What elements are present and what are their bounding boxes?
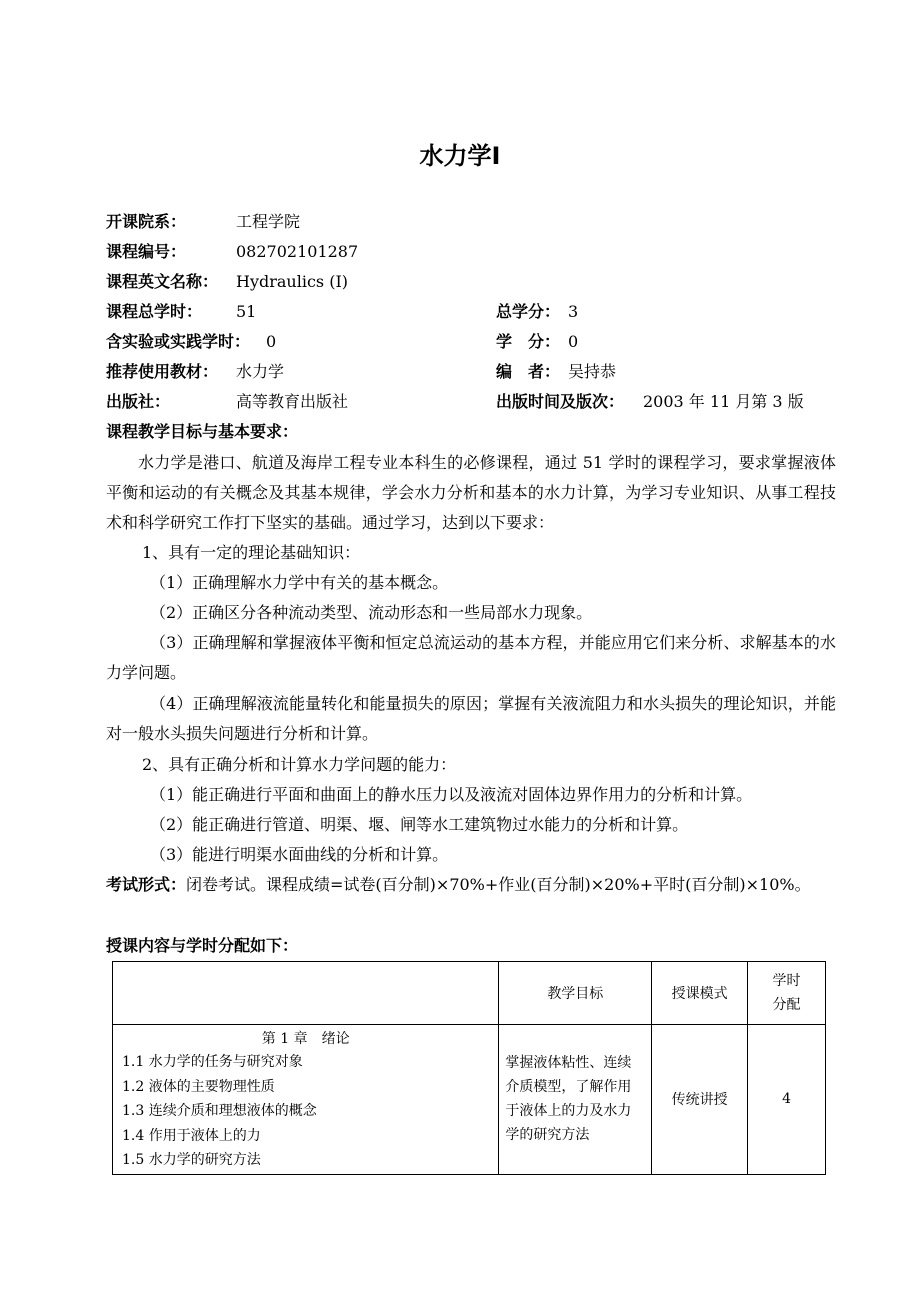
english-name-label: 课程英文名称：	[106, 272, 219, 291]
course-code-label: 课程编号：	[106, 242, 187, 261]
exam-label: 考试形式：	[106, 875, 187, 894]
meta-publisher-row	[106, 387, 836, 417]
total-hours-value: 51	[236, 302, 257, 321]
header-hours-line1: 学时	[772, 973, 801, 989]
author-label: 编 者：	[496, 362, 561, 381]
meta-department-row	[106, 207, 836, 237]
page-title: 水力学Ⅰ	[419, 142, 501, 170]
edition-label: 出版时间及版次：	[496, 392, 625, 411]
topic-item: 1.5 水力学的研究方法	[122, 1152, 261, 1168]
total-credits-value: 3	[568, 302, 579, 321]
chapter-title: 第 1 章 绪论	[261, 1031, 350, 1047]
textbook-value: 水力学	[236, 362, 285, 381]
lab-hours-label: 含实验或实践学时：	[106, 332, 251, 351]
english-name-value: Hydraulics (I)	[236, 272, 349, 291]
requirement-1-item: （2）正确区分各种流动类型、流动形态和一些局部水力现象。	[150, 603, 593, 622]
exam-paragraph	[106, 870, 836, 900]
header-hours-line2: 分配	[772, 997, 801, 1013]
mode-cell: 传统讲授	[652, 1025, 748, 1175]
publisher-value: 高等教育出版社	[236, 392, 349, 411]
total-hours-label: 课程总学时：	[106, 302, 203, 321]
course-code-value: 082702101287	[236, 242, 359, 261]
topic-item: 1.1 水力学的任务与研究对象	[122, 1054, 303, 1070]
objectives-heading: 课程教学目标与基本要求：	[106, 422, 299, 441]
requirement-1-item: （1）正确理解水力学中有关的基本概念。	[150, 573, 449, 592]
department-label: 开课院系：	[106, 212, 187, 231]
meta-lab-row	[106, 327, 836, 357]
meta-textbook-row	[106, 357, 836, 387]
header-mode: 授课模式	[652, 962, 748, 1025]
total-credits-label: 总学分：	[496, 302, 561, 321]
topic-item: 1.2 液体的主要物理性质	[122, 1078, 275, 1095]
table-row	[113, 1025, 826, 1175]
objectives-intro: 水力学是港口、航道及海岸工程专业本科生的必修课程，通过 51 学时的课程学习，要求掌握液体平衡和运动的有关概念及其基本规律，学会水力分析和基本的水力计算，为学习专业知识、从事工程技术和科学研究工作打下坚实的基础。通过学习，达到以下要求：	[106, 453, 836, 532]
header-content	[113, 962, 499, 1025]
requirement-2-title: 2、具有正确分析和计算水力学问题的能力：	[142, 755, 457, 774]
topic-item: 1.4 作用于液体上的力	[122, 1127, 261, 1144]
department-value: 工程学院	[236, 212, 301, 231]
credits-value: 0	[568, 332, 579, 351]
exam-text: 闭卷考试。课程成绩=试卷(百分制)×70%+作业(百分制)×20%+平时(百分制)×10%。	[186, 875, 811, 894]
header-hours	[748, 962, 826, 1025]
allocation-table	[112, 961, 826, 1175]
header-goal: 教学目标	[499, 962, 652, 1025]
meta-hours-row	[106, 297, 836, 327]
requirement-2-item: （3）能进行明渠水面曲线的分析和计算。	[150, 845, 449, 864]
requirement-2-item: （1）能正确进行平面和曲面上的静水压力以及液流对固体边界作用力的分析和计算。	[150, 785, 753, 804]
credits-label: 学 分：	[496, 332, 561, 351]
requirement-1-item: （4）正确理解液流能量转化和能量损失的原因；掌握有关液流阻力和水头损失的理论知识，并能对一般水头损失问题进行分析和计算。	[106, 694, 836, 743]
allocation-heading: 授课内容与学时分配如下：	[106, 936, 299, 955]
requirement-1-title: 1、具有一定的理论基础知识：	[142, 543, 361, 562]
textbook-label: 推荐使用教材：	[106, 362, 219, 381]
content-cell	[113, 1025, 499, 1175]
goal-cell: 掌握液体粘性、连续介质模型，了解作用于液体上的力及水力学的研究方法	[499, 1025, 652, 1175]
meta-course-code-row	[106, 237, 836, 267]
author-value: 吴持恭	[568, 362, 617, 381]
edition-value: 2003 年 11 月第 3 版	[643, 392, 804, 411]
requirement-1-item: （3）正确理解和掌握液体平衡和恒定总流运动的基本方程，并能应用它们来分析、求解基本的水力学问题。	[106, 633, 836, 682]
lab-hours-value: 0	[266, 332, 277, 351]
publisher-label: 出版社：	[106, 392, 171, 411]
topic-item: 1.3 连续介质和理想液体的概念	[122, 1103, 317, 1119]
hours-cell: 4	[748, 1025, 826, 1175]
requirement-2-item: （2）能正确进行管道、明渠、堰、闸等水工建筑物过水能力的分析和计算。	[150, 815, 689, 834]
table-header-row	[113, 962, 826, 1025]
meta-english-name-row	[106, 267, 836, 297]
